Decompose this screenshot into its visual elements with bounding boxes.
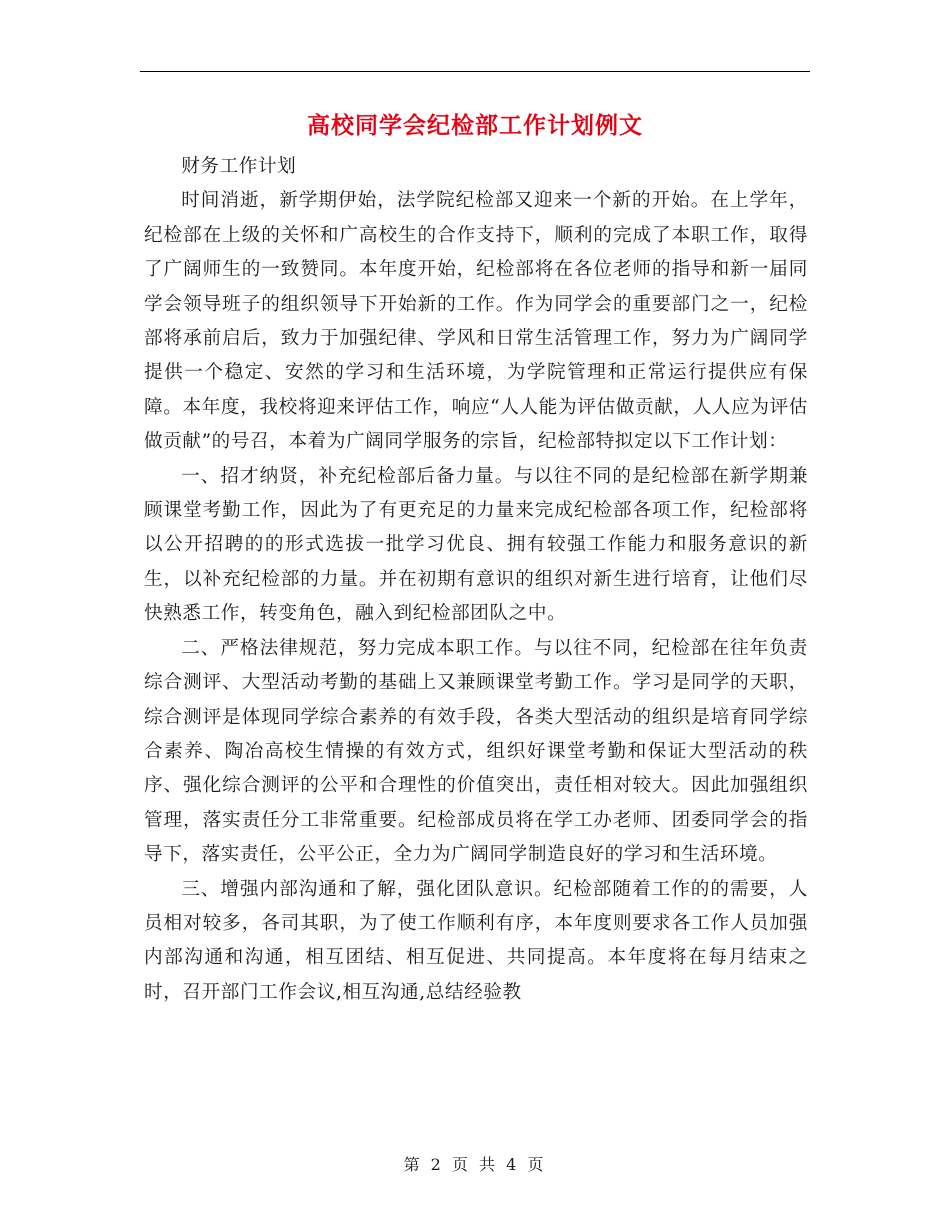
- paragraph-section-1: 一、招才纳贤，补充纪检部后备力量。与以往不同的是纪检部在新学期兼顾课堂考勤工作，因此为了有更充足的力量来完成纪检部各项工作，纪检部将以公开招聘的的形式选拔一批学习优良、拥有较强工作能力和服务意识的新生，以补充纪检部的力量。并在初期有意识的组织对新生进行培育，让他们尽快熟悉工作，转变角色，融入到纪检部团队之中。: [144, 465, 808, 625]
- paragraph-section-3: 三、增强内部沟通和了解，强化团队意识。纪检部随着工作的的需要，人员相对较多，各司其职，为了使工作顺利有序，本年度则要求各工作人员加强内部沟通和沟通，相互团结、相互促进、共同提高。本年度将在每月结束之时，召开部门工作会议,相互沟通,总结经验教: [144, 878, 808, 1003]
- page-number-footer: 第 2 页 共 4 页: [403, 1155, 547, 1174]
- header-rule: [140, 71, 810, 72]
- document-title: 高校同学会纪检部工作计划例文: [307, 112, 643, 139]
- document-body: [144, 150, 808, 1010]
- paragraph-section-2: 二、严格法律规范，努力完成本职工作。与以往不同，纪检部在往年负责综合测评、大型活动考勤的基础上又兼顾课堂考勤工作。学习是同学的天职，综合测评是体现同学综合素养的有效手段，各类大型活动的组织是培育同学综合素养、陶冶高校生情操的有效方式，组织好课堂考勤和保证大型活动的秩序、强化综合测评的公平和合理性的价值突出，责任相对较大。因此加强组织管理，落实责任分工非常重要。纪检部成员将在学工办老师、团委同学会的指导下，落实责任，公平公正，全力为广阔同学制造良好的学习和生活环境。: [144, 637, 808, 866]
- paragraph-intro: 时间消逝，新学期伊始，法学院纪检部又迎来一个新的开始。在上学年，纪检部在上级的关怀和广高校生的合作支持下，顺利的完成了本职工作，取得了广阔师生的一致赞同。本年度开始，纪检部将在各位老师的指导和新一届同学会领导班子的组织领导下开始新的工作。作为同学会的重要部门之一，纪检部将承前启后，致力于加强纪律、学风和日常生活管理工作，努力为广阔同学提供一个稳定、安然的学习和生活环境，为学院管理和正常运行提供应有保障。本年度，我校将迎来评估工作，响应“人人能为评估做贡献，人人应为评估做贡献”的号召，本着为广阔同学服务的宗旨，纪检部特拟定以下工作计划：: [144, 190, 808, 453]
- paragraph-subtitle: 财务工作计划: [181, 156, 297, 177]
